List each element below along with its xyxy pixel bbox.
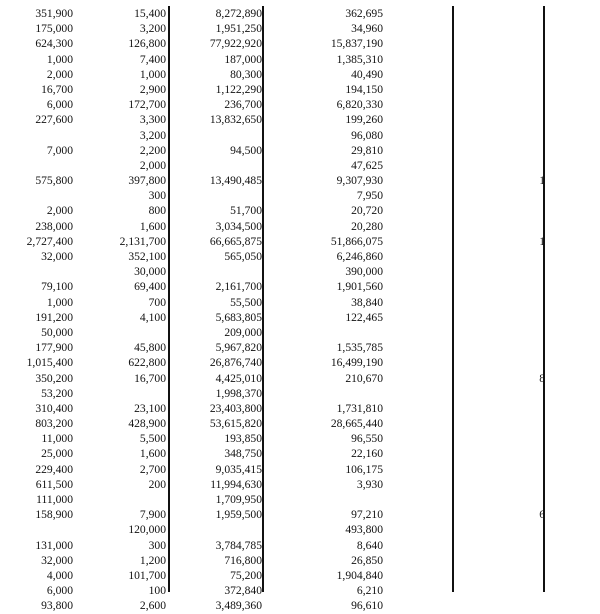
table-cell-c4: 15,837,190 — [330, 37, 383, 51]
table-row — [0, 553, 600, 568]
table-cell-c1: 1,000 — [46, 295, 73, 309]
table-row — [0, 67, 600, 82]
table-cell-c2: 1,000 — [139, 67, 166, 81]
table-row — [0, 112, 600, 127]
table-cell-c1: 32,000 — [41, 250, 73, 263]
table-row — [0, 21, 600, 36]
table-cell-c3: 2,161,700 — [215, 280, 262, 294]
table-cell-c3: 66,665,875 — [209, 234, 262, 248]
table-cell-c4: 1,385,310 — [336, 52, 383, 66]
table-cell-c5: 6 — [539, 508, 545, 522]
table-row — [0, 492, 600, 507]
table-cell-c1: 2,000 — [46, 204, 73, 218]
table-cell-c2: 700 — [148, 295, 166, 309]
table-cell-c4: 6,820,330 — [336, 98, 383, 112]
table-cell-c1: 6,000 — [46, 584, 73, 598]
table-cell-c1: 25,000 — [41, 447, 73, 461]
table-cell-c3: 1,709,950 — [215, 493, 262, 506]
table-cell-c2: 1,600 — [139, 447, 166, 461]
table-cell-c1: 131,000 — [35, 538, 73, 552]
table-cell-c4: 3,930 — [356, 477, 383, 491]
table-cell-c3: 1,959,500 — [215, 508, 262, 522]
table-cell-c2: 7,900 — [139, 508, 166, 522]
table-cell-c3: 716,800 — [224, 553, 262, 567]
table-cell-c4: 1,535,785 — [336, 341, 383, 355]
table-cell-c1: 227,600 — [35, 113, 73, 127]
table-cell-c2: 2,131,700 — [119, 234, 166, 248]
table-cell-c3: 26,876,740 — [209, 356, 262, 370]
table-cell-c2: 2,700 — [139, 462, 166, 476]
table-cell-c3: 4,425,010 — [215, 371, 262, 385]
table-cell-c1: 624,300 — [35, 37, 73, 51]
table-cell-c4: 97,210 — [351, 508, 383, 522]
table-cell-c4: 194,150 — [345, 82, 383, 96]
table-cell-c2: 352,100 — [128, 250, 166, 263]
table-row — [0, 416, 600, 431]
table-cell-c2: 120,000 — [128, 523, 166, 537]
table-cell-c3: 1,122,290 — [215, 82, 262, 96]
table-cell-c4: 106,175 — [345, 462, 383, 476]
table-cell-c4: 6,210 — [356, 584, 383, 598]
table-cell-c2: 3,300 — [139, 113, 166, 127]
data-table — [0, 6, 600, 614]
table-cell-c1: 351,900 — [35, 7, 73, 20]
table-cell-c2: 15,400 — [134, 7, 166, 20]
table-cell-c2: 16,700 — [134, 371, 166, 385]
table-cell-c2: 126,800 — [128, 37, 166, 51]
table-row — [0, 446, 600, 461]
table-cell-c4: 122,465 — [345, 310, 383, 324]
table-cell-c3: 9,035,415 — [215, 462, 262, 476]
table-row — [0, 386, 600, 401]
table-cell-c3: 51,700 — [230, 204, 262, 218]
table-cell-c4: 96,610 — [351, 599, 383, 613]
table-cell-c3: 1,998,370 — [215, 386, 262, 400]
table-cell-c2: 45,800 — [134, 341, 166, 355]
table-cell-c4: 29,810 — [351, 143, 383, 157]
table-cell-c4: 96,550 — [351, 432, 383, 446]
table-cell-c3: 348,750 — [224, 447, 262, 461]
table-row — [0, 188, 600, 203]
table-cell-c3: 77,922,920 — [209, 37, 262, 51]
table-row — [0, 219, 600, 234]
table-row — [0, 158, 600, 173]
table-cell-c1: 350,200 — [35, 371, 73, 385]
table-cell-c3: 75,200 — [230, 568, 262, 582]
table-cell-c2: 2,900 — [139, 82, 166, 96]
table-cell-c1: 175,000 — [35, 22, 73, 36]
table-cell-c2: 300 — [148, 538, 166, 552]
table-cell-c1: 158,900 — [35, 508, 73, 522]
table-cell-c4: 1,901,560 — [336, 280, 383, 294]
table-cell-c2: 100 — [148, 584, 166, 598]
table-cell-c2: 397,800 — [128, 174, 166, 188]
table-cell-c3: 11,994,630 — [210, 477, 262, 491]
table-cell-c2: 3,200 — [139, 128, 166, 142]
table-cell-c4: 96,080 — [351, 128, 383, 142]
table-cell-c3: 13,832,650 — [209, 113, 262, 127]
table-cell-c3: 3,489,360 — [215, 599, 262, 613]
table-row — [0, 6, 600, 21]
table-cell-c1: 238,000 — [35, 219, 73, 233]
table-cell-c3: 8,272,890 — [215, 7, 262, 20]
table-cell-c2: 5,500 — [139, 432, 166, 446]
table-cell-c4: 28,665,440 — [330, 417, 383, 431]
table-cell-c1: 611,500 — [35, 477, 73, 491]
table-cell-c3: 55,500 — [230, 295, 262, 309]
table-row — [0, 310, 600, 325]
table-row — [0, 128, 600, 143]
table-cell-c4: 1,904,840 — [336, 568, 383, 582]
table-cell-c2: 2,000 — [139, 158, 166, 172]
table-cell-c2: 2,200 — [139, 143, 166, 157]
table-cell-c3: 5,967,820 — [215, 341, 262, 355]
table-cell-c1: 310,400 — [35, 401, 73, 415]
table-row — [0, 82, 600, 97]
table-cell-c4: 210,670 — [345, 371, 383, 385]
table-cell-c3: 5,683,805 — [215, 310, 262, 324]
table-cell-c2: 2,600 — [139, 599, 166, 613]
table-cell-c5: 8 — [539, 371, 545, 385]
table-cell-c3: 1,951,250 — [215, 22, 262, 36]
table-cell-c3: 94,500 — [230, 143, 262, 157]
table-cell-c1: 11,000 — [41, 432, 73, 446]
table-cell-c2: 1,200 — [139, 553, 166, 567]
table-cell-c4: 8,640 — [356, 538, 383, 552]
table-cell-c3: 80,300 — [230, 67, 262, 81]
table-cell-c1: 177,900 — [35, 341, 73, 355]
table-cell-c2: 30,000 — [134, 265, 166, 279]
table-row — [0, 97, 600, 112]
table-cell-c1: 2,727,400 — [26, 234, 73, 248]
table-cell-c2: 800 — [148, 204, 166, 218]
table-cell-c2: 4,100 — [139, 310, 166, 324]
table-cell-c2: 69,400 — [134, 280, 166, 294]
table-row — [0, 355, 600, 370]
table-cell-c4: 16,499,190 — [330, 356, 383, 370]
table-cell-c4: 390,000 — [345, 265, 383, 279]
table-cell-c4: 51,866,075 — [330, 234, 383, 248]
table-cell-c3: 193,850 — [224, 432, 262, 446]
table-row — [0, 249, 600, 264]
table-cell-c1: 50,000 — [41, 325, 73, 339]
table-row — [0, 401, 600, 416]
table-cell-c4: 20,280 — [351, 219, 383, 233]
table-cell-c1: 191,200 — [35, 310, 73, 324]
table-cell-c1: 111,000 — [36, 493, 73, 506]
table-cell-c4: 7,950 — [356, 189, 383, 203]
table-cell-c2: 3,200 — [139, 22, 166, 36]
table-cell-c1: 1,015,400 — [26, 356, 73, 370]
table-cell-c1: 229,400 — [35, 462, 73, 476]
table-row — [0, 52, 600, 67]
table-row — [0, 295, 600, 310]
table-row — [0, 173, 600, 188]
table-row — [0, 583, 600, 598]
table-row — [0, 462, 600, 477]
table-cell-c1: 6,000 — [46, 98, 73, 112]
table-cell-c1: 79,100 — [41, 280, 73, 294]
table-cell-c3: 187,000 — [224, 52, 262, 66]
table-row — [0, 568, 600, 583]
table-row — [0, 371, 600, 386]
table-cell-c4: 6,246,860 — [336, 250, 383, 263]
table-cell-c4: 362,695 — [345, 7, 383, 20]
table-cell-c1: 7,000 — [46, 143, 73, 157]
table-cell-c2: 200 — [148, 477, 166, 491]
table-cell-c1: 2,000 — [46, 67, 73, 81]
table-cell-c4: 38,840 — [351, 295, 383, 309]
table-cell-c2: 172,700 — [128, 98, 166, 112]
table-cell-c1: 4,000 — [46, 568, 73, 582]
table-row — [0, 522, 600, 537]
table-row — [0, 234, 600, 249]
table-cell-c5: 1 — [539, 234, 545, 248]
table-row — [0, 143, 600, 158]
table-cell-c3: 372,840 — [224, 584, 262, 598]
table-row — [0, 598, 600, 613]
table-cell-c3: 3,034,500 — [215, 219, 262, 233]
table-cell-c1: 803,200 — [35, 417, 73, 431]
table-cell-c4: 20,720 — [351, 204, 383, 218]
table-cell-c3: 236,700 — [224, 98, 262, 112]
table-cell-c3: 3,784,785 — [215, 538, 262, 552]
table-cell-c3: 13,490,485 — [209, 174, 262, 188]
table-cell-c3: 565,050 — [224, 250, 262, 263]
table-cell-c2: 300 — [148, 189, 166, 203]
table-row — [0, 279, 600, 294]
table-cell-c1: 53,200 — [41, 386, 73, 400]
table-row — [0, 431, 600, 446]
table-row — [0, 325, 600, 340]
table-cell-c4: 22,160 — [351, 447, 383, 461]
table-row — [0, 507, 600, 522]
table-cell-c4: 1,731,810 — [336, 401, 383, 415]
table-row — [0, 203, 600, 218]
table-row — [0, 264, 600, 279]
table-cell-c4: 493,800 — [345, 523, 383, 537]
table-cell-c4: 26,850 — [351, 553, 383, 567]
table-cell-c2: 101,700 — [128, 568, 166, 582]
table-cell-c1: 93,800 — [41, 599, 73, 613]
table-cell-c3: 209,000 — [224, 325, 262, 339]
table-cell-c1: 16,700 — [41, 82, 73, 96]
table-cell-c1: 32,000 — [41, 553, 73, 567]
table-cell-c2: 7,400 — [139, 52, 166, 66]
table-cell-c4: 34,960 — [351, 22, 383, 36]
table-row — [0, 538, 600, 553]
table-cell-c1: 1,000 — [46, 52, 73, 66]
table-cell-c4: 40,490 — [351, 67, 383, 81]
table-cell-c3: 23,403,800 — [209, 401, 262, 415]
table-cell-c4: 199,260 — [345, 113, 383, 127]
table-cell-c4: 9,307,930 — [336, 174, 383, 188]
table-cell-c2: 428,900 — [128, 417, 166, 431]
table-row — [0, 477, 600, 492]
table-cell-c5: 1 — [539, 174, 545, 188]
table-cell-c4: 47,625 — [351, 158, 383, 172]
table-cell-c3: 53,615,820 — [209, 417, 262, 431]
table-cell-c1: 575,800 — [35, 174, 73, 188]
table-cell-c2: 23,100 — [134, 401, 166, 415]
table-cell-c2: 622,800 — [128, 356, 166, 370]
table-cell-c2: 1,600 — [139, 219, 166, 233]
table-row — [0, 340, 600, 355]
table-row — [0, 36, 600, 51]
